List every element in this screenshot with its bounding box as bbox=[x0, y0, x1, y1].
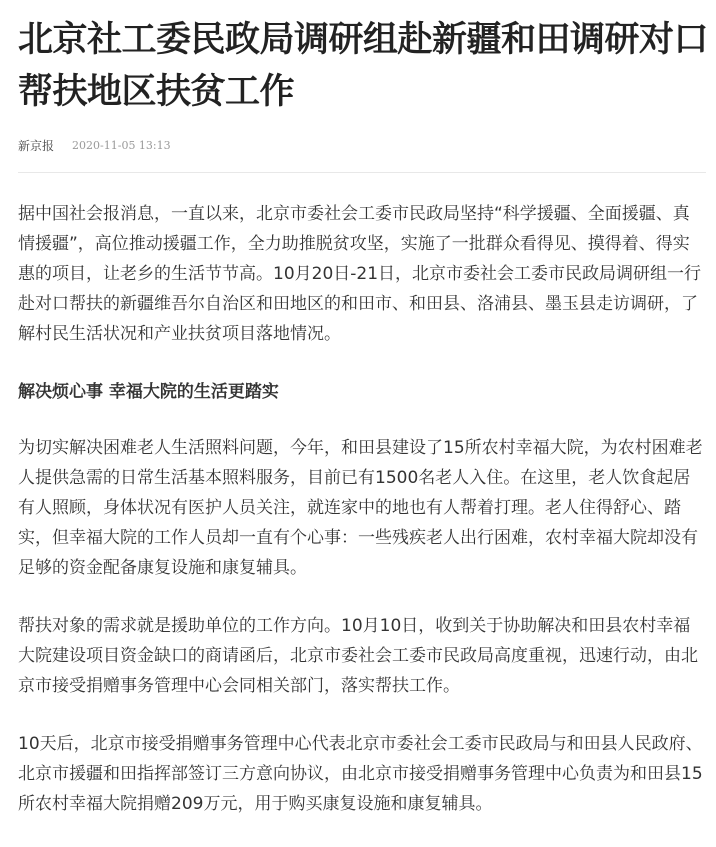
article bbox=[18, 14, 709, 847]
paragraph: 为切实解决困难老人生活照料问题，今年，和田县建设了15所农村幸福大院，为农村困难老人提供急需的日常生活基本照料服务，目前已有1500名老人入住。在这里，老人饮食起居有人照顾，身体状况有医护人员关注，就连家中的地也有人帮着打理。老人住得舒心、踏实，但幸福大院的工作人员却一直有个心事：一些残疾老人出行困难，农村幸福大院却没有足够的资金配备康复设施和康复辅具。 bbox=[18, 438, 703, 578]
article-body bbox=[18, 199, 706, 819]
section-heading: 解决烦心事 幸福大院的生活更踏实 bbox=[18, 382, 279, 402]
article-meta bbox=[18, 138, 706, 154]
paragraph-intro: 据中国社会报消息，一直以来，北京市委社会工委市民政局坚持“科学援疆、全面援疆、真情援疆”，高位推动援疆工作，全力助推脱贫攻坚，实施了一批群众看得见、摸得着、得实惠的项目，让老乡的生活节节高。10月20日-21日，北京市委社会工委市民政局调研组一行赴对口帮扶的新疆维吾尔自治区和田地区的和田市、和田县、洛浦县、墨玉县走访调研，了解村民生活状况和产业扶贫项目落地情况。 bbox=[18, 204, 702, 344]
article-title: 北京社工委民政局调研组赴新疆和田调研对口帮扶地区扶贫工作 bbox=[18, 20, 709, 112]
meta-divider bbox=[18, 172, 706, 173]
paragraph: 帮扶对象的需求就是援助单位的工作方向。10月10日，收到关于协助解决和田县农村幸福大院建设项目资金缺口的商请函后，北京市委社会工委市民政局高度重视，迅速行动，由北京市接受捐赠事务管理中心会同相关部门，落实帮扶工作。 bbox=[18, 616, 698, 696]
article-source[interactable]: 新京报 bbox=[18, 139, 55, 153]
paragraph: 10天后，北京市接受捐赠事务管理中心代表北京市委社会工委市民政局与和田县人民政府、北京市援疆和田指挥部签订三方意向协议，由北京市接受捐赠事务管理中心负责为和田县15所农村幸福大院捐赠209万元，用于购买康复设施和康复辅具。 bbox=[18, 734, 703, 814]
publish-time: 2020-11-05 13:13 bbox=[72, 139, 171, 152]
